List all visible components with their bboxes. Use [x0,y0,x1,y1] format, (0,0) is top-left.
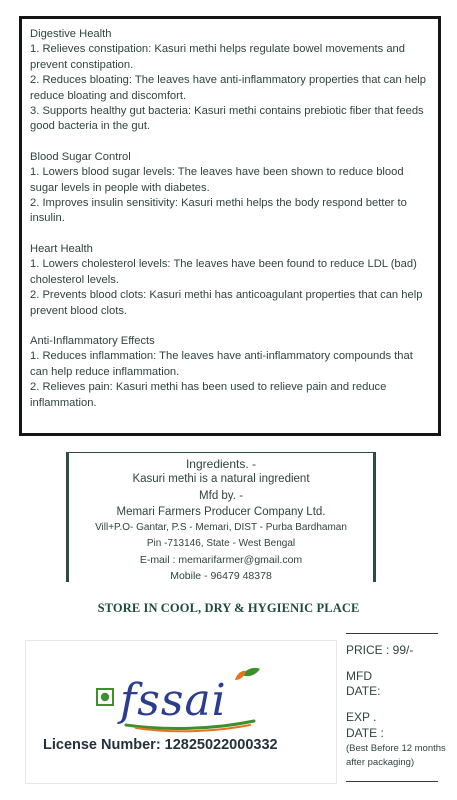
best-before-line-2: after packaging) [346,757,415,768]
exp-date-label: DATE : [346,726,384,740]
price-label: PRICE : 99/- [346,643,414,657]
mfd-heading: Mfd by. - [199,490,243,502]
benefit-item: 1. Reduces inflammation: The leaves have anti-inflammatory compounds that can help reduce inflammation. [30,350,413,378]
benefits-box [19,16,441,436]
veg-dot-icon [101,693,109,701]
ingredients-text: Kasuri methi is a natural ingredient [132,473,310,485]
ingredients-heading: Ingredients. - [185,457,257,471]
section-title: Blood Sugar Control [30,150,131,163]
best-before-line-1: (Best Before 12 months [346,743,446,754]
section-anti-inflammatory [30,334,430,411]
company-name: Memari Farmers Producer Company Ltd. [116,506,326,518]
fssai-wordmark: fssai [120,675,227,726]
mfd-date-label: DATE: [346,684,381,698]
benefit-item: 1. Lowers blood sugar levels: The leaves have been shown to reduce blood sugar levels in people with diabetes. [30,166,404,194]
divider-line [346,781,438,782]
section-digestive-health [30,27,430,135]
divider-line [346,633,438,634]
fssai-logo [96,665,266,735]
ingredients-box [66,452,376,582]
mfd-label: MFD [346,669,372,683]
exp-label: EXP . [346,710,377,724]
benefit-item: 3. Supports healthy gut bacteria: Kasuri methi contains prebiotic fiber that feeds good bacteria in the gut. [30,105,424,133]
section-heart-health [30,242,430,319]
mobile-line: Mobile - 96479 48378 [170,570,272,582]
address-line-1: Vill+P.O- Gantar, P.S - Memari, DIST - Purba Bardhaman [95,522,347,533]
license-number: License Number: 12825022000332 [43,737,278,753]
benefit-item: 2. Reduces bloating: The leaves have anti-inflammatory properties that can help reduce bloating and discomfort. [30,74,426,102]
address-line-2: Pin -713146, State - West Bengal [146,538,296,549]
benefit-item: 1. Lowers cholesterol levels: The leaves have been found to reduce LDL (bad) cholesterol levels. [30,258,417,286]
fssai-box [25,640,337,784]
section-title: Digestive Health [30,28,112,40]
benefit-item: 1. Relieves constipation: Kasuri methi helps regulate bowel movements and prevent constipation. [30,43,405,71]
section-title: Anti-Inflammatory Effects [30,334,155,347]
section-blood-sugar-control [30,150,430,227]
section-title: Heart Health [30,242,93,255]
benefit-item: 2. Prevents blood clots: Kasuri methi has anticoagulant properties that can help prevent blood clots. [30,289,423,317]
email-line: E-mail : memarifarmer@gmail.com [139,554,303,566]
benefit-item: 2. Improves insulin sensitivity: Kasuri methi helps the body respond better to insulin. [30,197,407,225]
storage-note: STORE IN COOL, DRY & HYGIENIC PLACE [97,601,360,615]
benefit-item: 2. Relieves pain: Kasuri methi has been used to relieve pain and reduce inflammation. [30,381,387,409]
